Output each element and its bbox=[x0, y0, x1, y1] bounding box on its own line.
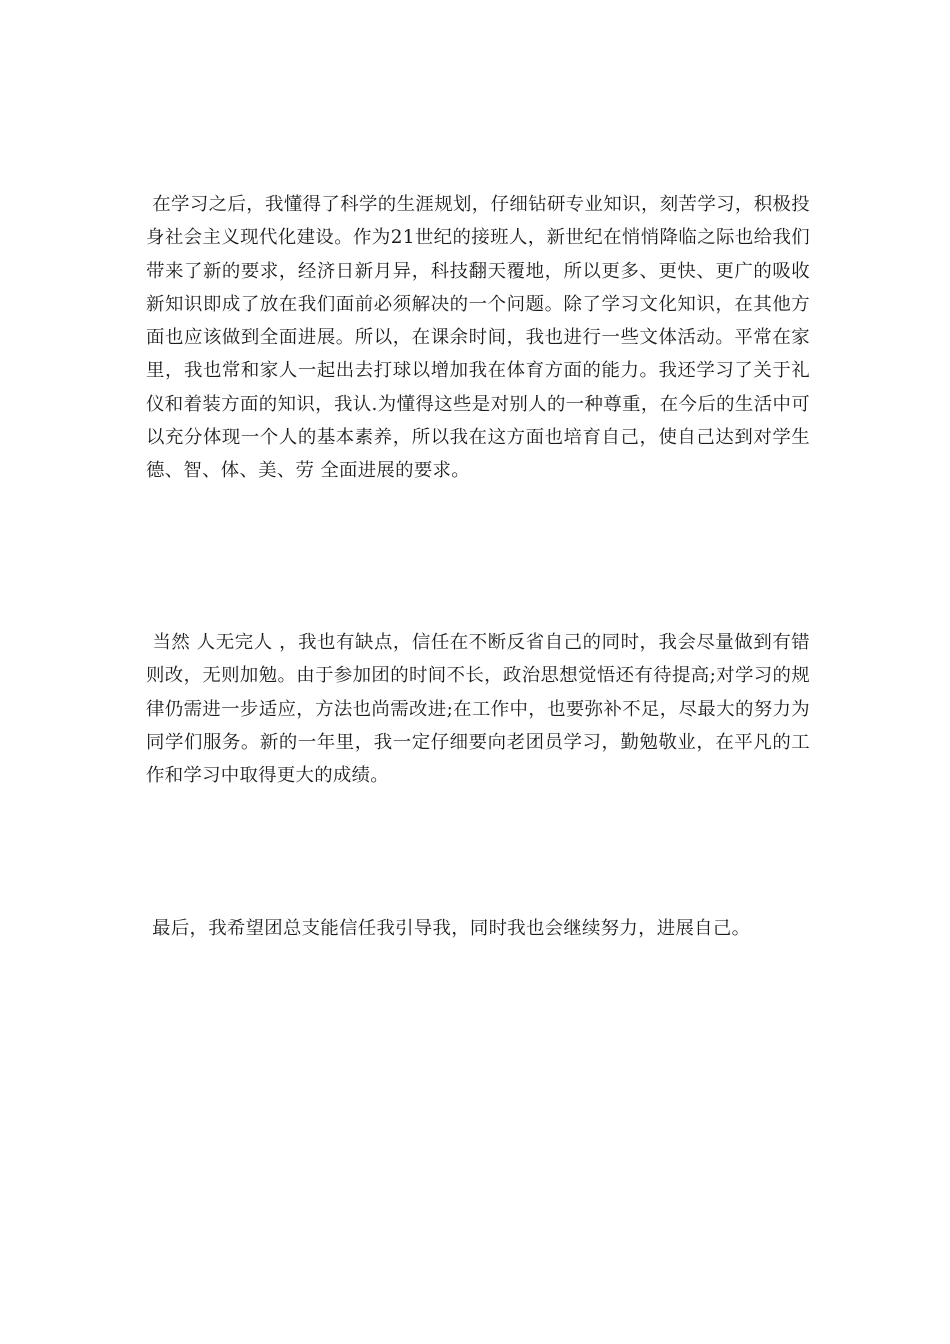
paragraph-shortcomings-and-goals: 当然 人无完人 ，我也有缺点，信任在不断反省自己的同时，我会尽量做到有错则改，无则加勉。由于参加团的时间不长，政治思想觉悟还有待提高;对学习的规律仍需进一步适应，方法也尚需改进;在工作中，也要弥补不足，尽最大的努力为同学们服务。新的一年里，我一定仔细要向老团员学习，勤勉敬业，在平凡的工作和学习中取得更大的成绩。 bbox=[146, 632, 810, 787]
paragraph-closing: 最后，我希望团总支能信任我引导我，同时我也会继续努力，进展自己。 bbox=[146, 918, 751, 939]
paragraph-study-and-development: 在学习之后，我懂得了科学的生涯规划，仔细钻研专业知识，刻苦学习，积极投身社会主义现代化建设。作为21世纪的接班人，新世纪在悄悄降临之际也给我们带来了新的要求，经济日新月异，科技翻天覆地，所以更多、更快、更广的吸收新知识即成了放在我们面前必须解决的一个问题。除了学习文化知识，在其他方面也应该做到全面进展。所以，在课余时间，我也进行一些文体活动。平常在家里，我也常和家人一起出去打球以增加我在体育方面的能力。我还学习了关于礼仪和着装方面的知识，我认.为懂得这些是对别人的一种尊重，在今后的生活中可以充分体现一个人的基本素养，所以我在这方面也培育自己，使自己达到对学生 德、智、体、美、劳 全面进展的要求。 bbox=[146, 194, 817, 482]
